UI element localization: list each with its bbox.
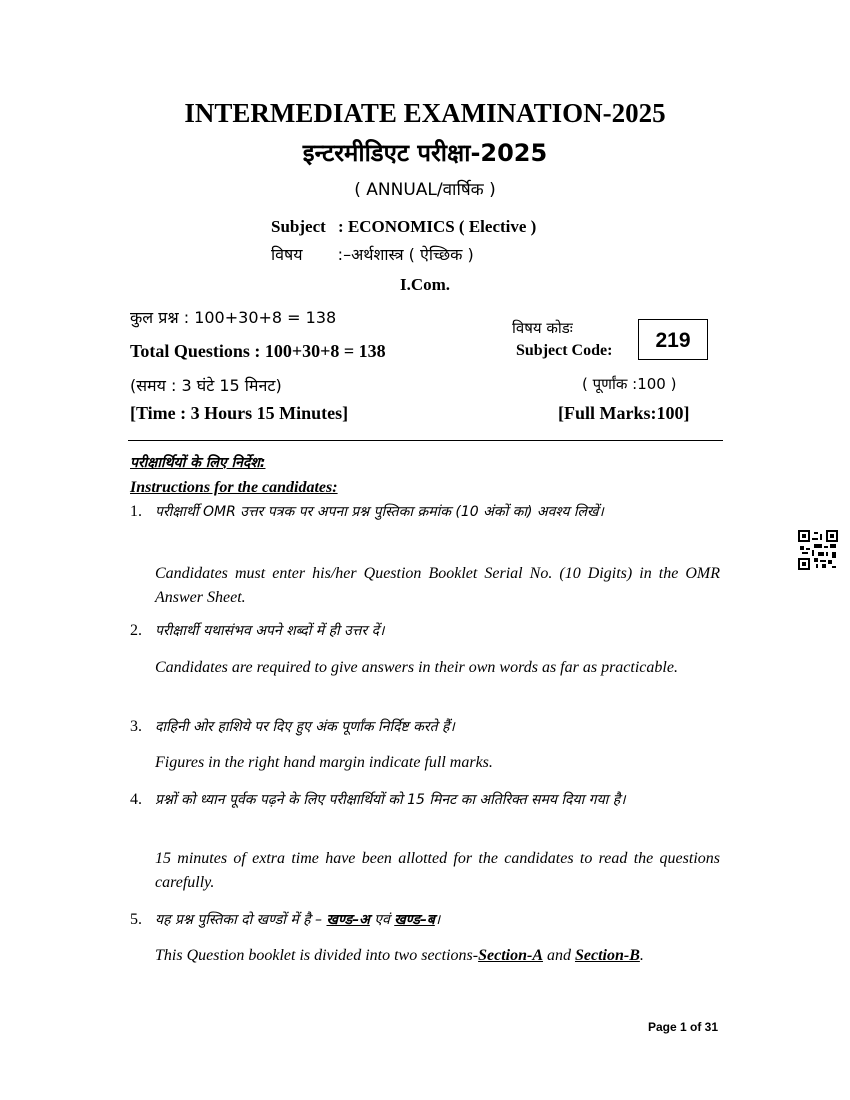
item-number: 5. xyxy=(130,911,142,928)
total-questions: Total Questions : 100+30+8 = 138 xyxy=(130,341,386,361)
time: [Time : 3 Hours 15 Minutes] xyxy=(130,403,349,423)
instruction-hindi: प्रश्नों को ध्यान पूर्वक पढ़ने के लिए परीक्षार्थियों को 15 मिनट का अतिरिक्त समय दिया गया है। xyxy=(155,792,626,808)
total-questions-hindi: कुल प्रश्न : 100+30+8 = 138 xyxy=(130,308,337,327)
text: यह प्रश्न पुस्तिका दो खण्डों में है – xyxy=(155,912,327,928)
qr-code-icon xyxy=(798,530,838,570)
instruction-english: Candidates must enter his/her Question Booklet Serial No. (10 Digits) in the OMR Answer Sheet. xyxy=(155,565,720,606)
instructions-heading: Instructions for the candidates: xyxy=(130,479,338,496)
instruction-hindi xyxy=(155,908,720,932)
exam-type: ( ANNUAL/वार्षिक ) xyxy=(354,180,496,200)
instruction-english: Candidates are required to give answers in their own words as far as practicable. xyxy=(155,659,678,676)
section-a: Section-A xyxy=(478,947,543,964)
full-marks-hindi: ( पूर्णांक :100 ) xyxy=(582,375,677,393)
subject-code-label: Subject Code: xyxy=(516,342,613,359)
subject-code-label-hindi: विषय कोडः xyxy=(512,319,573,337)
instruction-english xyxy=(155,944,720,968)
text: । xyxy=(434,912,441,928)
subject-row xyxy=(271,217,536,237)
section-a-hindi: खण्ड–अ xyxy=(326,912,370,928)
subject-row-hindi xyxy=(271,243,474,265)
text: and xyxy=(542,947,575,964)
subject-code-box: 219 xyxy=(638,319,708,360)
section-b: Section-B xyxy=(574,947,640,964)
instruction-hindi: परीक्षार्थी OMR उत्तर पत्रक पर अपना प्रश्न पुस्तिका क्रमांक (10 अंकों का) अवश्य लिखें। xyxy=(155,504,604,520)
item-number: 3. xyxy=(130,718,142,735)
item-number: 1. xyxy=(130,503,142,520)
text: This Question booklet is divided into two sections- xyxy=(155,947,479,964)
exam-title-hindi: इन्टरमीडिएट परीक्षा-2025 xyxy=(302,139,548,167)
text: . xyxy=(639,947,644,964)
page-number: Page 1 of 31 xyxy=(648,1020,719,1034)
subject-value: : ECONOMICS ( Elective ) xyxy=(338,217,537,236)
full-marks: [Full Marks:100] xyxy=(558,403,690,423)
instruction-hindi: दाहिनी ओर हाशिये पर दिए हुए अंक पूर्णांक निर्दिष्ट करते हैं। xyxy=(155,719,455,735)
instruction-english: 15 minutes of extra time have been allotted for the candidates to read the questions carefully. xyxy=(155,850,720,891)
divider xyxy=(128,440,723,441)
instructions-heading-hindi: परीक्षार्थियों के लिए निर्देश: xyxy=(130,455,266,471)
section-b-hindi: खण्ड–ब xyxy=(394,912,435,928)
subject-label: Subject xyxy=(271,217,326,236)
text: एवं xyxy=(369,912,395,928)
stream-label: I.Com. xyxy=(399,275,451,294)
subject-label-hindi: विषय xyxy=(271,245,303,264)
instruction-english: Figures in the right hand margin indicate full marks. xyxy=(155,754,493,771)
exam-title: INTERMEDIATE EXAMINATION-2025 xyxy=(184,98,666,128)
subject-value-hindi: :–अर्थशास्त्र ( ऐच्छिक ) xyxy=(337,245,474,264)
item-number: 2. xyxy=(130,622,142,639)
item-number: 4. xyxy=(130,791,142,808)
instruction-hindi: परीक्षार्थी यथासंभव अपने शब्दों में ही उत्तर दें। xyxy=(155,623,385,639)
time-hindi: (समय : 3 घंटे 15 मिनट) xyxy=(130,376,282,395)
